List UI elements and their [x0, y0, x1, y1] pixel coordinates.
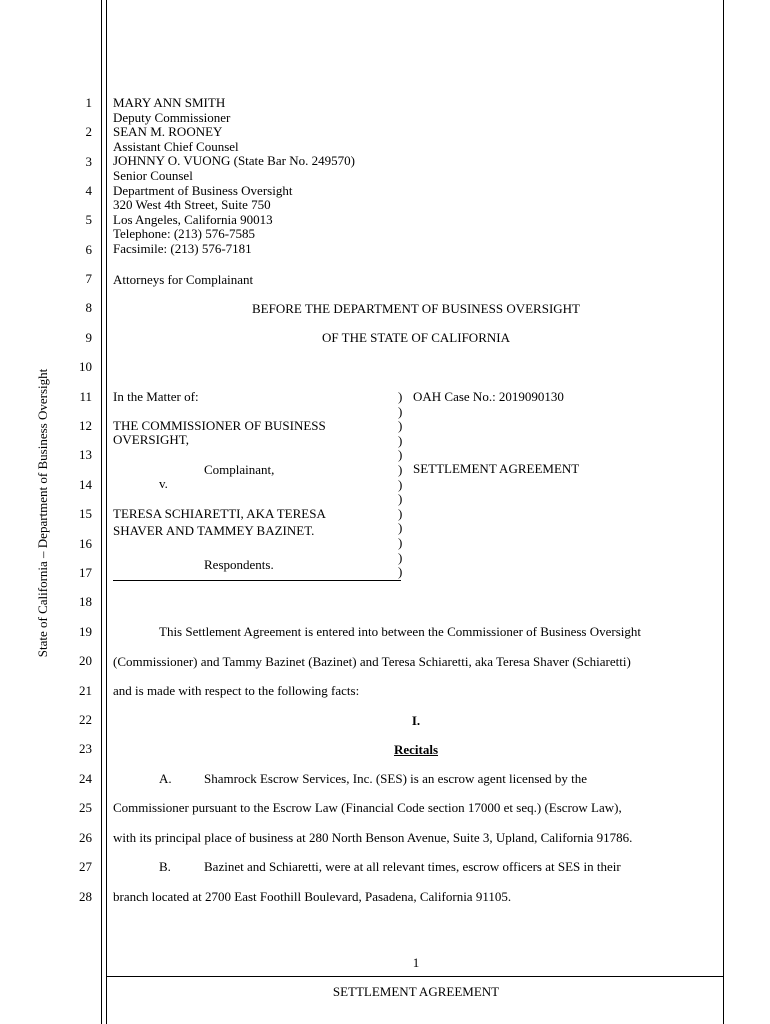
line-number: 15 — [79, 506, 92, 521]
header-line: SEAN M. ROONEY — [113, 124, 223, 140]
caption-paren: ) — [398, 520, 403, 536]
line-number: 28 — [79, 889, 92, 904]
party-2-line-1: TERESA SCHIARETTI, AKA TERESA — [113, 506, 326, 521]
header-line: JOHNNY O. VUONG (State Bar No. 249570) — [113, 153, 355, 169]
line-number: 25 — [79, 800, 92, 815]
in-the-matter: In the Matter of: — [113, 389, 199, 404]
header-line: Department of Business Oversight — [113, 182, 293, 198]
line-number: 14 — [79, 477, 92, 492]
line-number: 24 — [79, 771, 92, 786]
respondents-label: Respondents. — [204, 557, 274, 572]
intro-line-3: and is made with respect to the following facts: — [113, 683, 360, 698]
line-number: 10 — [79, 359, 92, 374]
line-number: 22 — [79, 712, 92, 727]
complainant-label: Complainant, — [204, 462, 275, 477]
caption-underline — [113, 580, 401, 581]
side-caption: State of California – Department of Business Oversight — [35, 368, 50, 658]
header-line: Facsimile: (213) 576-7181 — [113, 240, 252, 256]
attorneys-for: Attorneys for Complainant — [113, 272, 254, 287]
page-number: 1 — [412, 955, 420, 970]
line-number: 27 — [79, 859, 92, 874]
section-number: I. — [411, 713, 421, 728]
caption-paren: ) — [398, 549, 403, 565]
line-number: 13 — [79, 447, 92, 462]
line-number: 9 — [85, 330, 92, 345]
caption-paren: ) — [398, 564, 403, 580]
caption-paren: ) — [398, 418, 403, 434]
document-title: SETTLEMENT AGREEMENT — [413, 461, 580, 476]
line-number: 1 — [85, 95, 92, 110]
caption-paren: ) — [398, 403, 403, 419]
caption-parentheses — [398, 390, 402, 580]
line-number: 2 — [85, 124, 92, 139]
case-number: OAH Case No.: 2019090130 — [413, 389, 564, 404]
recital-a-label: A. — [159, 771, 172, 786]
line-number: 6 — [85, 242, 92, 257]
left-margin-rule-2 — [106, 0, 107, 1024]
party-2-line-2: SHAVER AND TAMMEY BAZINET. — [113, 523, 315, 538]
caption-paren: ) — [398, 476, 403, 492]
line-number: 16 — [79, 536, 92, 551]
court-title-2: OF THE STATE OF CALIFORNIA — [322, 330, 510, 345]
party-1-line-1: THE COMMISSIONER OF BUSINESS — [113, 418, 326, 433]
line-number: 21 — [79, 683, 92, 698]
line-number: 18 — [79, 594, 92, 609]
line-number: 23 — [79, 741, 92, 756]
left-margin-rule-1 — [101, 0, 102, 1024]
versus-label: v. — [159, 476, 168, 491]
footer-rule — [106, 976, 723, 977]
intro-line-2: (Commissioner) and Tammy Bazinet (Bazinet) and Teresa Schiaretti, aka Teresa Shaver (Schiaretti) — [113, 654, 631, 669]
caption-paren: ) — [398, 389, 403, 404]
line-number: 11 — [79, 389, 92, 404]
recital-b-line-1: Bazinet and Schiaretti, were at all relevant times, escrow officers at SES in their — [204, 859, 621, 874]
header-line: Deputy Commissioner — [113, 109, 231, 125]
caption-paren: ) — [398, 534, 403, 550]
line-number: 3 — [85, 154, 92, 169]
line-number: 7 — [85, 271, 92, 286]
line-number: 8 — [85, 300, 92, 315]
line-number: 17 — [79, 565, 92, 580]
line-number: 4 — [85, 183, 92, 198]
header-line: Assistant Chief Counsel — [113, 138, 239, 154]
recital-b-line-2: branch located at 2700 East Foothill Boulevard, Pasadena, California 91105. — [113, 889, 512, 904]
line-number: 19 — [79, 624, 92, 639]
line-number: 12 — [79, 418, 92, 433]
intro-line-1: This Settlement Agreement is entered into between the Commissioner of Business Oversight — [159, 624, 641, 639]
header-line: 320 West 4th Street, Suite 750 — [113, 197, 271, 213]
caption-paren: ) — [398, 505, 403, 521]
line-number: 5 — [85, 212, 92, 227]
header-line: Los Angeles, California 90013 — [113, 211, 273, 227]
right-margin-rule — [723, 0, 724, 1024]
caption-paren: ) — [398, 461, 403, 477]
caption-paren: ) — [398, 432, 403, 448]
caption-paren: ) — [398, 491, 403, 507]
header-line: MARY ANN SMITH — [113, 95, 226, 110]
header-line: Telephone: (213) 576-7585 — [113, 226, 256, 242]
recital-b-label: B. — [159, 859, 171, 874]
attorney-header-block — [113, 96, 355, 257]
header-line: Senior Counsel — [113, 167, 193, 183]
court-title-1: BEFORE THE DEPARTMENT OF BUSINESS OVERSIGHT — [252, 301, 580, 316]
recital-a-line-3: with its principal place of business at 280 North Benson Avenue, Suite 3, Upland, California 91786. — [113, 830, 633, 845]
footer-title: SETTLEMENT AGREEMENT — [332, 984, 500, 999]
party-1-line-2: OVERSIGHT, — [113, 432, 189, 447]
line-number: 20 — [79, 653, 92, 668]
caption-paren: ) — [398, 447, 403, 463]
line-number: 26 — [79, 830, 92, 845]
recital-a-line-2: Commissioner pursuant to the Escrow Law (Financial Code section 17000 et seq.) (Escrow Law), — [113, 800, 622, 815]
recital-a-line-1: Shamrock Escrow Services, Inc. (SES) is an escrow agent licensed by the — [204, 771, 588, 786]
section-title: Recitals — [393, 742, 439, 757]
